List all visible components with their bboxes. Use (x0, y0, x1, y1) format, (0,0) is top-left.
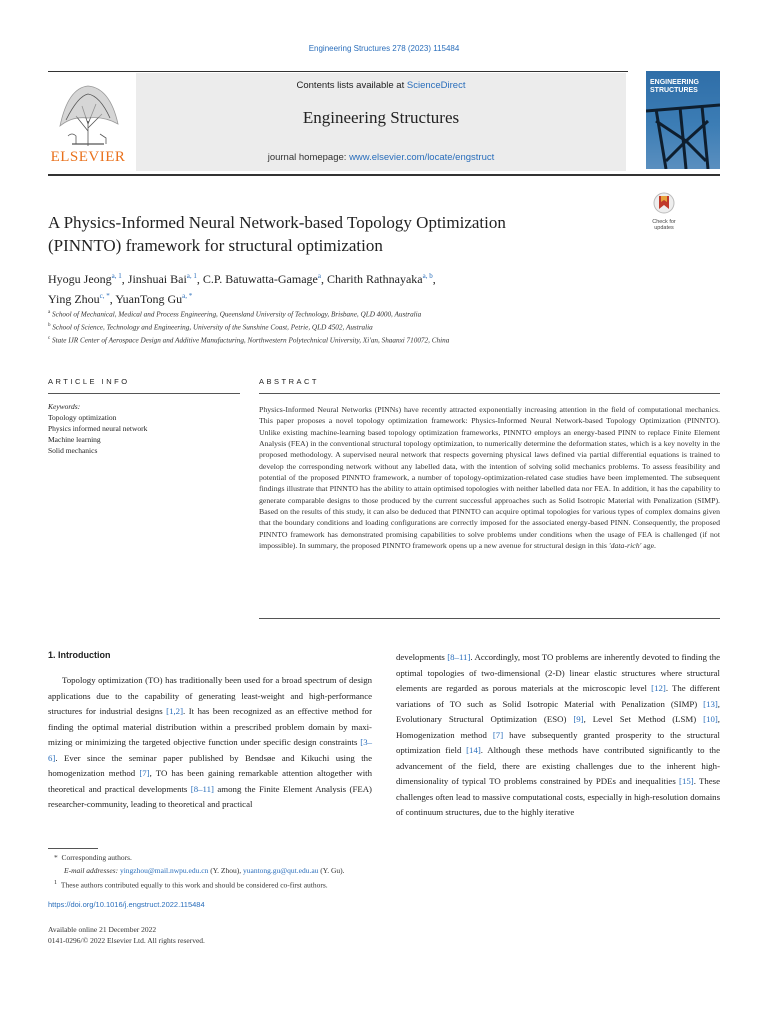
affiliation-c (48, 336, 688, 344)
citation-link[interactable]: [7] (139, 768, 150, 778)
author-affiliation-mark[interactable]: a, 1 (111, 272, 122, 280)
footnote-equal-contribution (54, 879, 328, 890)
citation-link[interactable]: [10] (703, 714, 718, 724)
author-affiliation-mark[interactable]: a (317, 272, 321, 280)
affiliation-mark: c (48, 336, 51, 341)
journal-title: Engineering Structures (302, 108, 460, 127)
author-affiliation-mark[interactable]: c, * (99, 292, 110, 300)
citation-link[interactable]: [7] (492, 729, 504, 740)
footnote-emails (64, 866, 345, 875)
journal-cover-image[interactable] (646, 71, 720, 169)
section-heading-introduction: 1. Introduction (48, 650, 111, 660)
author-separator: , (109, 292, 116, 306)
citation-link[interactable]: [9] (573, 714, 584, 724)
contents-prefix: Contents lists available at (296, 80, 407, 91)
body-text: developments (396, 652, 448, 662)
body-text: , Evolutionary Structural Optimization (ESO) (396, 698, 720, 724)
keyword-item: Physics informed neural network (48, 424, 148, 433)
body-text: , Level Set Method (LSM) (583, 714, 704, 724)
footnote-text: Corresponding authors. (61, 853, 132, 862)
homepage-prefix: journal homepage: (267, 152, 350, 163)
body-text: , TO has been gaining remarkable attention altogether with theoretical and practical developments (48, 768, 372, 794)
author-affiliation-mark[interactable]: a, * (182, 292, 193, 300)
keyword-item: Solid mechanics (48, 446, 98, 455)
author-affiliation-mark[interactable]: a, b (422, 272, 433, 280)
footnote-mark: * (54, 853, 58, 862)
email-owner: (Y. Gu). (318, 866, 345, 875)
article-info-heading: ARTICLE INFO (48, 377, 130, 386)
homepage-link[interactable]: www.elsevier.com/locate/engstruct (349, 152, 495, 163)
abstract-body (259, 404, 720, 551)
affiliation-mark: a (48, 310, 51, 315)
check-for-updates-badge[interactable] (646, 192, 682, 230)
citation-link[interactable]: [12] (651, 683, 666, 693)
body-text: . Accordingly, most TO problems are inherently devoted to finding the optimal topologies of two-dimensional (2-D) linear elastic structures where structural elements are regarded as porous materials at the microscopic level (396, 652, 721, 693)
abstract-bottom-rule (259, 618, 720, 619)
affiliation-a (48, 310, 688, 318)
author-name[interactable]: YuanTong Gu (115, 292, 183, 306)
citation-link[interactable]: [1,2] (166, 706, 183, 716)
affiliation-mark: b (48, 323, 51, 328)
check-updates-label: Check for updates (652, 219, 676, 231)
homepage-line (136, 152, 626, 163)
citation-link[interactable]: [14] (466, 745, 481, 755)
email-link-gu[interactable]: yuantong.gu@qut.edu.au (242, 866, 319, 875)
publisher-wordmark: ELSEVIER (50, 149, 126, 165)
footnote-text: These authors contributed equally to this work and should be considered co-first authors. (60, 880, 328, 890)
author-name[interactable]: Charith Rathnayaka (326, 272, 423, 286)
bookmark-icon (646, 192, 682, 214)
keyword-item: Topology optimization (48, 413, 117, 422)
author-name[interactable]: Ying Zhou (48, 292, 100, 306)
citation-link[interactable]: [8–11] (190, 783, 214, 794)
intro-left-column (48, 673, 372, 813)
footnote-rule (48, 848, 98, 849)
affiliation-text: School of Science, Technology and Engineering, University of the Sunshine Coast, Petrie, QLD 4502, Australia (52, 323, 373, 332)
masthead-bottom-rule (48, 174, 720, 176)
citation-link[interactable]: [13] (703, 698, 718, 709)
journal-citation[interactable]: Engineering Structures 278 (2023) 115484 (308, 44, 460, 53)
citation-link[interactable]: [3–6] (48, 737, 372, 763)
email-label: E-mail addresses: (64, 866, 120, 875)
copyright: 0141-0296/© 2022 Elsevier Ltd. All rights reserved. (48, 936, 205, 945)
title-line-1: A Physics-Informed Neural Network-based Topology Optimization (48, 213, 506, 232)
intro-right-column (396, 650, 720, 821)
footnote-corresponding (54, 853, 132, 862)
abstract-text-end: age. (641, 541, 656, 551)
citation-link[interactable]: [8–11] (447, 652, 471, 662)
cover-structure-graphic (646, 101, 720, 169)
affiliation-b (48, 323, 688, 331)
doi-link[interactable]: https://doi.org/10.1016/j.engstruct.2022.115484 (48, 900, 205, 909)
email-owner: (Y. Zhou), (208, 866, 243, 875)
citation-link[interactable]: [15] (679, 776, 694, 786)
email-link-zhou[interactable]: yingzhou@mail.nwpu.edu.cn (119, 866, 209, 875)
body-text: . It has been recognized as an effective method for finding the optimal material distribution within a prescribed problem domain by maxi-mizing or minimizing the targeted objective function under specific design constraints (48, 706, 372, 747)
available-online: Available online 21 December 2022 (48, 925, 157, 934)
author-affiliation-mark[interactable]: a, 1 (186, 272, 197, 280)
author-separator: , (320, 272, 327, 286)
keywords-label: Keywords: (48, 402, 81, 411)
sciencedirect-link[interactable]: ScienceDirect (406, 80, 466, 91)
body-text: . Although these methods have contributed significantly to the advancement of the field, there are existing challenges due to the inherent high-dimensionality of typical TO problems constrained by PDEs and inequalities (396, 745, 720, 786)
keyword-item: Machine learning (48, 435, 101, 444)
author-list (48, 268, 608, 308)
author-name[interactable]: Jinshuai Bai (127, 272, 187, 286)
footnote-mark: 1 (54, 879, 58, 886)
body-text: . These challenges often lead to massive computational costs, especially in high-resolution domains of continuum structures, due to the highly iterative (396, 776, 720, 817)
abstract-rule (259, 393, 720, 394)
body-text: . Ever since the seminar paper published by Bendsøe and Kikuchi using the homogenization method (48, 752, 372, 778)
author-separator: , (121, 272, 128, 286)
masthead-top-rule (48, 71, 628, 72)
author-separator: , (432, 272, 436, 286)
body-text: . The different variations of TO such as Solid Isotropic Material with Penalization (SIMP) (396, 683, 720, 709)
abstract-heading: ABSTRACT (259, 377, 320, 386)
contents-line (136, 80, 626, 91)
title-line-2: (PINNTO) framework for structural optimization (48, 236, 383, 255)
author-name[interactable]: C.P. Batuwatta-Gamage (202, 272, 318, 286)
affiliation-text: State IJR Center of Aerospace Design and Additive Manufacturing, Northwestern Polytechnical University, Xi'an, Shaanxi 710072, China (52, 336, 450, 345)
article-info-rule (48, 393, 240, 394)
body-text: , Homogenization method (396, 714, 720, 740)
body-text: among the Finite Element Analysis (FEA) researcher-community, leading to theoretical and practical (48, 783, 372, 809)
abstract-text: Physics-Informed Neural Networks (PINNs) have recently attracted exponentially increasing attention in the field of computational mechanics. This paper proposes a novel topology optimization framework: Physics-Informed Neural Network-based Topology Optimization (PINNTO). Unlike existing machine-learning based topology optimization frameworks, PINNTO employs an energy-based PINN to replace Finite Element Analysis (FEA) in the conventional structural topology optimization, to numerically determine the deformation states, which is a key novelty in the proposed methodology. A supervised neural network that respects governing physical laws defined via partial differential equations is trained to develop the corresponding network without any labelled data, with the intention of solving solid mechanics problems. To assess feasibility and potential of the proposed PINNTO framework, a number of topology-optimization-related case studies have been implemented. The subsequent findings illustrate that PINNTO has the ability to attain optimised topologies with neither labelled data nor FEA. In addition, it has the capability to generate comparable designs to those produced by the current successful approaches such as Solid Isotropic Material with Penalization (SIMP). Based on the results of this study, it can also be deduced that PINNTO can acquire optimal topologies for various types of complex domains given that the boundary conditions and loading configurations are correctly imposed for the associated energy-based PINN. Consequently, the proposed PINNTO framework has demonstrated promising capabilities to solve problems under conditions when the usage of FEA is challenged (if not impossible). In summary, the proposed PINNTO framework opens up a new avenue for structural design in this (259, 405, 720, 551)
body-text: Topology optimization (TO) has traditionally been used for a broad spectrum of design applications due to the capability of generating least-weight and high-performance structures for industrial designs (48, 675, 372, 716)
author-name[interactable]: Hyogu Jeong (48, 272, 112, 286)
article-title (48, 211, 608, 257)
author-separator: , (196, 272, 203, 286)
abstract-italic: 'data-rich' (608, 541, 642, 551)
body-text: have subsequently granted prosperity to the structural optimization field (396, 729, 720, 755)
cover-title: ENGINEERING STRUCTURES (650, 79, 700, 94)
affiliation-text: School of Mechanical, Medical and Process Engineering, Queensland University of Technology, Brisbane, QLD 4000, Australia (52, 310, 422, 319)
